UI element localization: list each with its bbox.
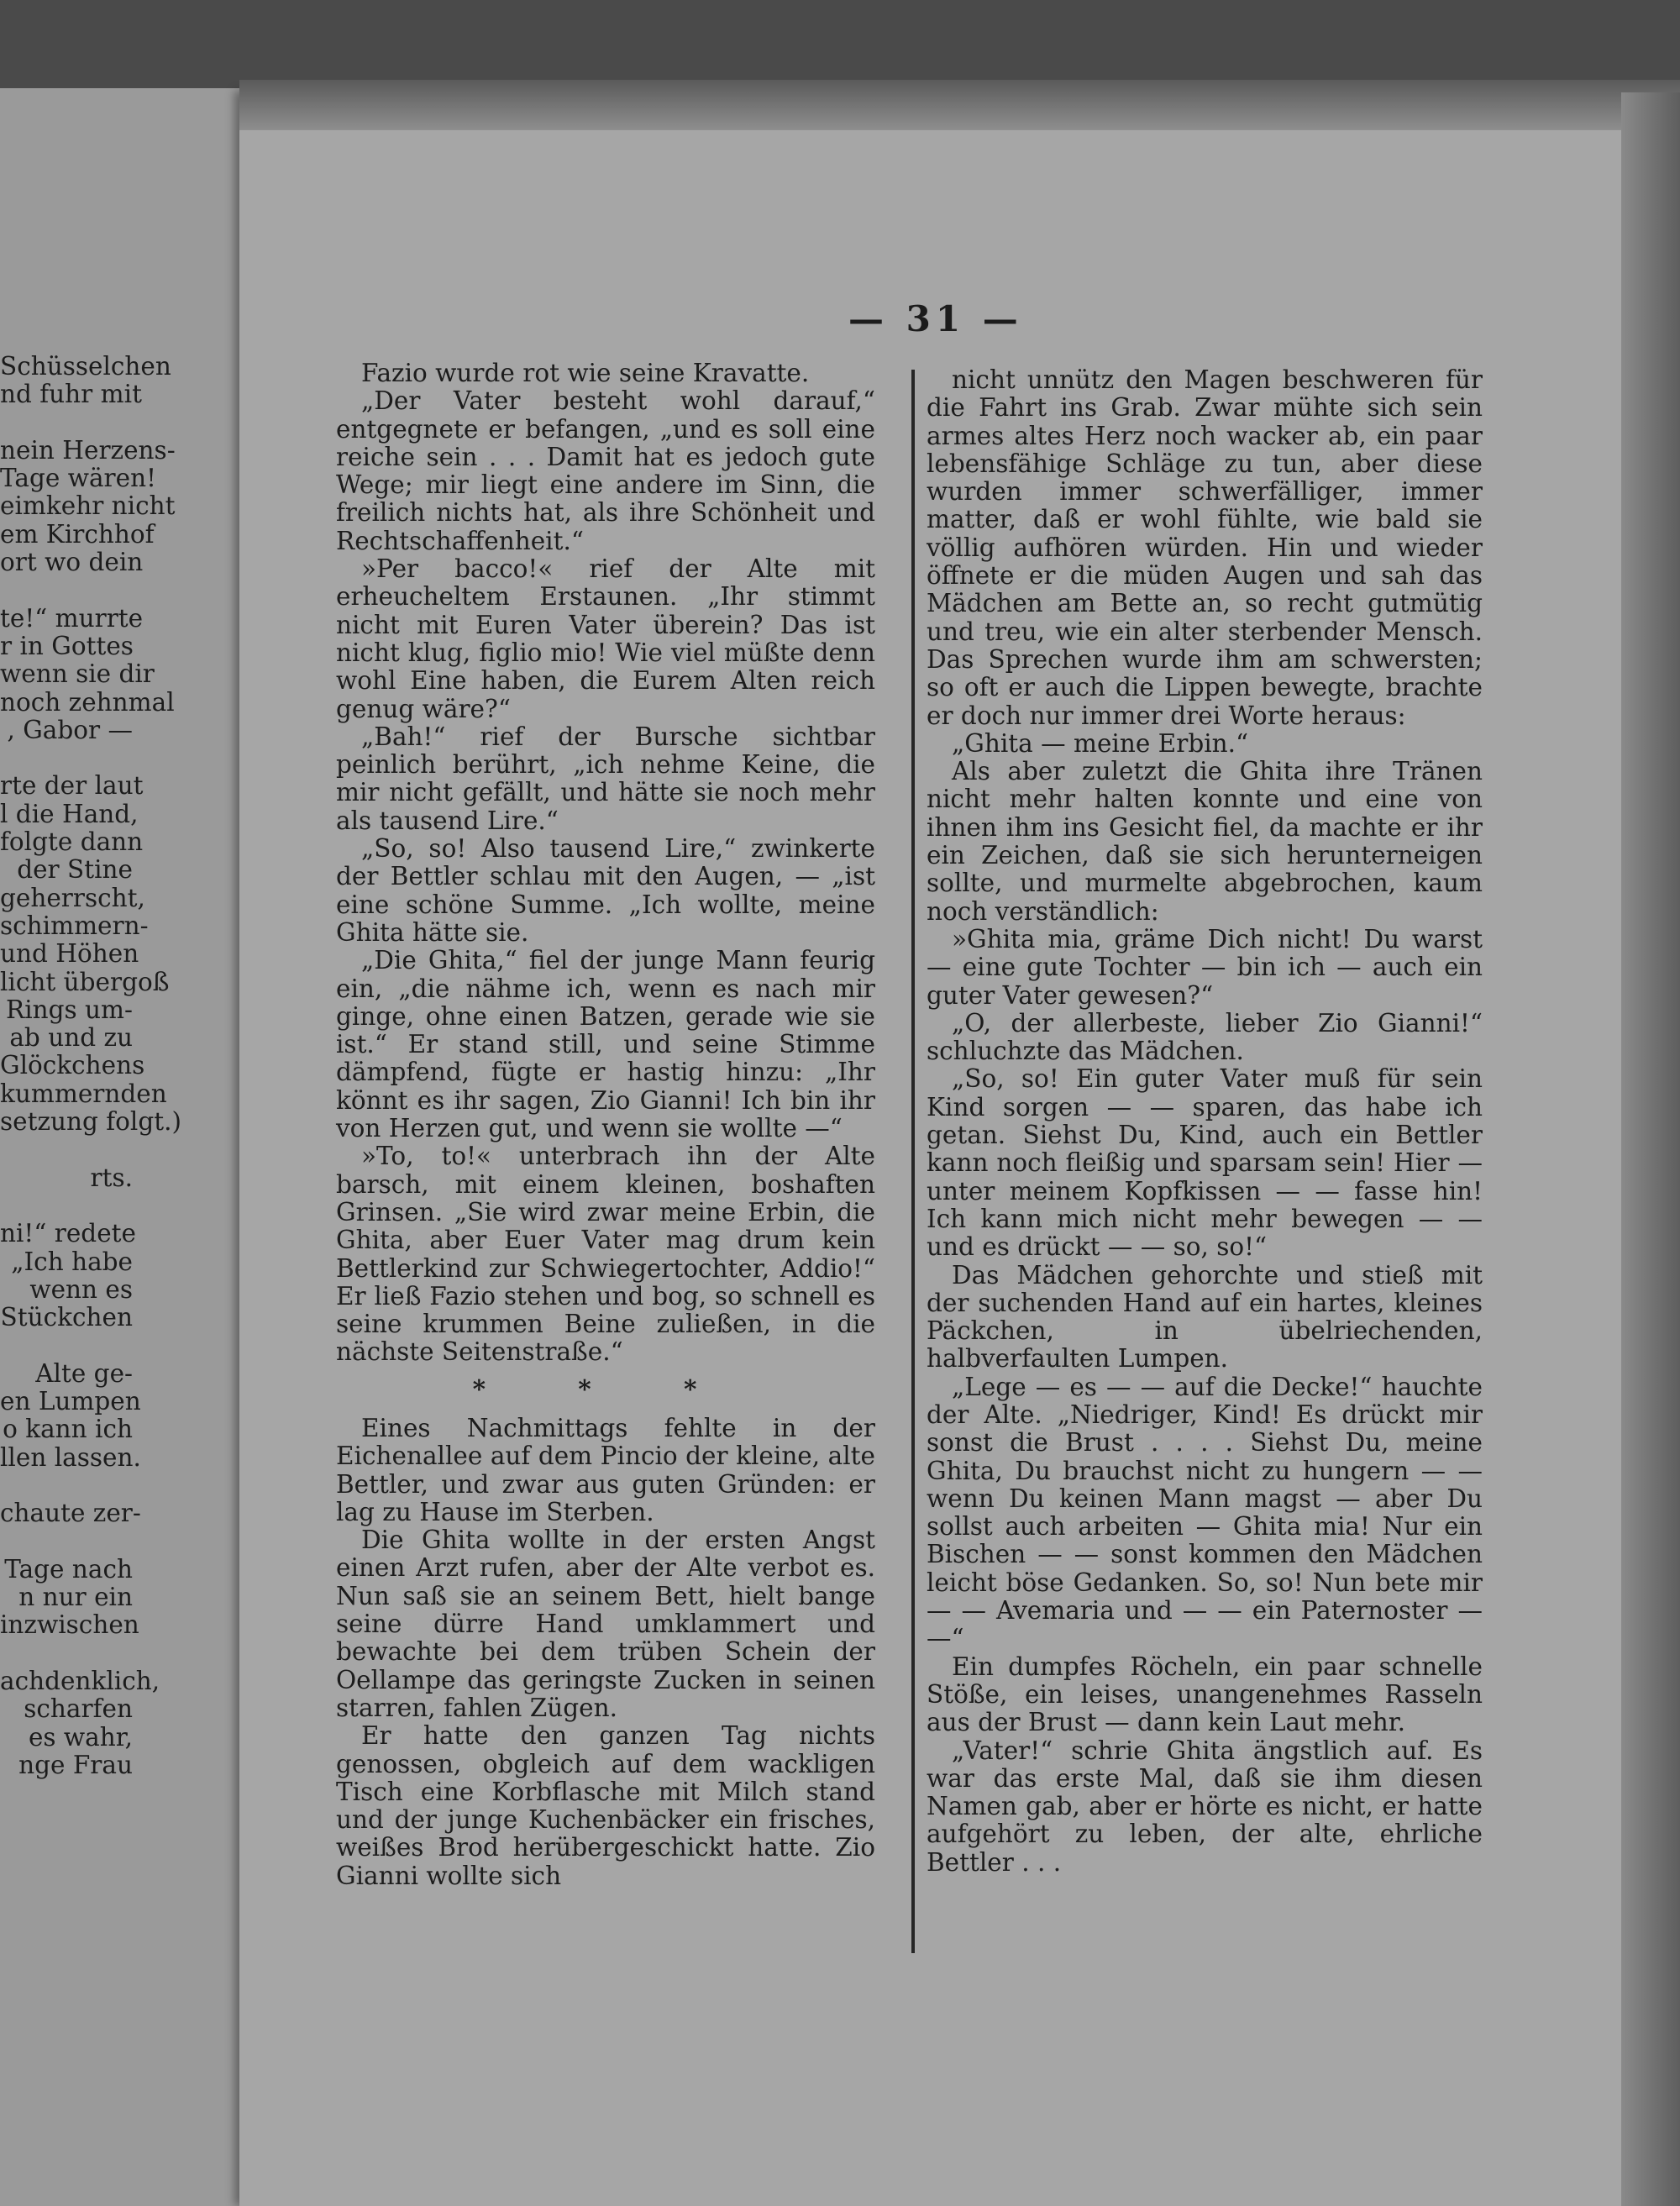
- fragment-line: und Höhen: [0, 939, 139, 969]
- fragment-line: ab und zu: [9, 1023, 133, 1053]
- fragment-line: Glöckchens: [0, 1051, 145, 1080]
- paragraph: Fazio wurde rot wie seine Kravatte.: [361, 359, 810, 387]
- paragraph: Als aber zuletzt die Ghita ihre Tränen nicht mehr halten konnte und eine von ihnen ihm ins Gesicht fiel, da machte er ihr ein Zeichen, daß sie sich herunterneigen sollte, und murmelte abgebrochen, kaum noch verständlich:: [927, 757, 1483, 926]
- fragment-line: l die Hand,: [0, 799, 139, 828]
- fragment-line: licht übergoß: [0, 967, 170, 996]
- paragraph: „O, der allerbeste, lieber Zio Gianni!“ schluchzte das Mädchen.: [927, 1008, 1483, 1066]
- column-rule: [911, 370, 915, 1953]
- paragraph: Die Ghita wollte in der ersten Angst einen Arzt rufen, aber der Alte verbot es. Nun saß sie an seinem Bett, hielt bange seine dürre Hand umklammert und bewachte bei dem trüben Schein der Oellampe das geringste Zucken in seinen starren, fahlen Zügen.: [336, 1526, 875, 1722]
- fragment-line: Rings um-: [6, 995, 133, 1024]
- paragraph: »Per bacco!« rief der Alte mit erheucheltem Erstaunen. „Ihr stimmt nicht mit Euren Vater überein? Das ist nicht klug, figlio mio! Wie viel müßte denn wohl Eine haben, die Eurem Alten reich genug wäre?“: [336, 554, 875, 723]
- fragment-line: kummernden: [0, 1079, 167, 1108]
- fragment-line: setzung folgt.): [0, 1107, 181, 1137]
- fragment-line: Schüsselchen: [0, 352, 171, 381]
- paragraph: Das Mädchen gehorchte und stieß mit der suchenden Hand auf ein hartes, kleines Päckchen, in übelriechenden, halbverfaulten Lumpen.: [927, 1260, 1483, 1373]
- fragment-line: [0, 1136, 133, 1163]
- fragment-line: es wahr,: [28, 1722, 133, 1752]
- paragraph: Eines Nachmittags fehlte in der Eichenallee auf dem Pincio der kleine, alte Bettler, und zwar aus guten Gründen: er lag zu Hause im Sterben.: [336, 1413, 875, 1526]
- fragment-line: der Stine: [17, 855, 133, 885]
- fragment-line: geherrscht,: [0, 883, 145, 912]
- section-separator: * * *: [472, 1373, 739, 1404]
- fragment-line: [0, 1331, 133, 1359]
- fragment-line: wenn sie dir: [0, 659, 155, 689]
- fragment-line: em Kirchhof: [0, 519, 155, 549]
- fragment-line: achdenklich,: [0, 1666, 160, 1695]
- paragraph: nicht unnütz den Magen beschweren für die Fahrt ins Grab. Zwar mühte sich sein armes altes Herz noch wacker ab, ein paar lebensfähige Schläge zu tun, aber diese wurden immer schwerfälliger, immer matter, daß er wohl fühlte, wie bald sie völlig aufhören würden. Hin und wieder öffnete er die müden Augen und sah das Mädchen am Bette an, so recht gutmütig und treu, wie ein alter sterbender Mensch. Das Sprechen wurde ihm am schwersten; so oft er auch die Lippen bewegte, brachte er doch nur immer drei Worte heraus:: [927, 365, 1483, 730]
- fragment-line: [0, 1472, 133, 1500]
- paragraph: „Lege — es — — auf die Decke!“ hauchte der Alte. „Niedriger, Kind! Es drückt mir sonst die Brust . . . . Siehst Du, meine Ghita, Du brauchst nicht zu hungern — — wenn Du keinen Mann magst — aber Du sollst auch arbeiten — Ghita mia! Nur ein Bischen — — sonst kommen den Mädchen leicht böse Gedanken. So, so! Nun bete mir — — Avemaria und — — ein Paternoster — —“: [927, 1372, 1483, 1653]
- fragment-line: rts.: [90, 1163, 133, 1192]
- middle-column: [336, 360, 875, 1890]
- fragment-line: [0, 1192, 133, 1220]
- paragraph: „Die Ghita,“ fiel der junge Mann feurig ein, „die nähme ich, wenn es nach mir ginge, ohne einen Batzen, gerade wie sie ist.“ Er stand still, und seine Stimme dämpfend, fügte er hastig hinzu: „Ihr könnt es ihr sagen, Zio Gianni! Ich bin ihr von Herzen gut, und wenn sie wollte —“: [336, 946, 875, 1143]
- paragraph: Ein dumpfes Röcheln, ein paar schnelle Stöße, ein leises, unangenehmes Rasseln aus der Brust — dann kein Laut mehr.: [927, 1652, 1483, 1737]
- fragment-line: chaute zer-: [0, 1499, 141, 1528]
- right-column: [927, 366, 1483, 1877]
- paragraph: »To, to!« unterbrach ihn der Alte barsch, mit einem kleinen, boshaften Grinsen. „Sie wird zwar meine Erbin, die Ghita, aber Euer Vater mag drum kein Bettlerkind zur Schwiegertochter, Addio!“ Er ließ Fazio stehen und bog, so schnell es seine krummen Beine zuließen, in die nächste Seitenstraße.“: [336, 1142, 875, 1367]
- fragment-line: Stückchen: [0, 1303, 133, 1332]
- paragraph: „Ghita — meine Erbin.“: [952, 728, 1249, 758]
- fragment-line: , Gabor —: [7, 715, 133, 744]
- fragment-line: rte der laut: [0, 771, 144, 801]
- paragraph: „So, so! Ein guter Vater muß für sein Kind sorgen — — sparen, das habe ich getan. Siehst Du, Kind, auch ein Bettler kann noch fleißig und sparsam sein! Hier — unter meinem Kopfkissen — — fasse hin! Ich kann mich nicht mehr bewegen — — und es drückt — — so, so!“: [927, 1064, 1483, 1262]
- left-page-text-fragment: [0, 352, 181, 1779]
- paragraph: Er hatte den ganzen Tag nichts genossen, obgleich auf dem wackligen Tisch eine Korbflasche mit Milch stand und der junge Kuchenbäcker ein frisches, weißes Brod herübergeschickt hatte. Zio Gianni wollte sich: [336, 1721, 875, 1890]
- fragment-line: [0, 1640, 133, 1668]
- fragment-line: ni!“ redete: [0, 1219, 136, 1248]
- fragment-line: wenn es: [29, 1274, 133, 1304]
- fragment-line: „Ich habe: [11, 1247, 133, 1276]
- fragment-line: scharfen: [24, 1694, 133, 1724]
- fragment-line: nge Frau: [18, 1750, 133, 1779]
- paragraph: „Vater!“ schrie Ghita ängstlich auf. Es war das erste Mal, daß sie ihm diesen Namen gab, aber er hörte es nicht, er hatte aufgehört zu leben, der alte, ehrliche Bettler . . .: [927, 1736, 1483, 1877]
- fragment-line: eimkehr nicht: [0, 491, 176, 521]
- fragment-line: nein Herzens-: [0, 435, 176, 465]
- fragment-line: [0, 409, 133, 437]
- fragment-line: r in Gottes: [0, 631, 134, 660]
- fragment-line: llen lassen.: [0, 1442, 141, 1472]
- fragment-line: [0, 1527, 133, 1555]
- fragment-line: [0, 576, 133, 604]
- fragment-line: n nur ein: [18, 1583, 133, 1612]
- paragraph: „Der Vater besteht wohl darauf,“ entgegnete er befangen, „und es soll eine reiche sein . . . Damit hat es jedoch gute Wege; mir liegt eine andere im Sinn, die freilich nichts hat, als ihre Schönheit und Rechtschaffenheit.“: [336, 386, 875, 555]
- fragment-line: schimmern-: [0, 911, 149, 940]
- page-top-edge: [239, 80, 1680, 130]
- paragraph: „Bah!“ rief der Bursche sichtbar peinlich berührt, „ich nehme Keine, die mir nicht gefällt, und hätte sie noch mehr als tausend Lire.“: [336, 722, 875, 835]
- page-right-edge: [1621, 92, 1680, 2206]
- fragment-line: Tage nach: [4, 1554, 133, 1584]
- fragment-line: Alte ge-: [35, 1358, 133, 1388]
- page-number: — 31 —: [848, 298, 1023, 339]
- paragraph: »Ghita mia, gräme Dich nicht! Du warst — eine gute Tochter — bin ich — auch ein guter Vater gewesen?“: [927, 924, 1483, 1010]
- fragment-line: ort wo dein: [0, 548, 144, 577]
- fragment-line: o kann ich: [3, 1415, 133, 1444]
- fragment-line: nd fuhr mit: [0, 380, 142, 409]
- fragment-line: inzwischen: [0, 1610, 139, 1640]
- fragment-line: folgte dann: [0, 827, 144, 857]
- fragment-line: te!“ murrte: [0, 603, 144, 633]
- fragment-line: [0, 744, 133, 772]
- fragment-line: en Lumpen: [0, 1386, 141, 1416]
- paragraph: „So, so! Also tausend Lire,“ zwinkerte der Bettler schlau mit den Augen, — „ist eine schöne Summe. „Ich wollte, meine Ghita hätte sie.: [336, 834, 875, 947]
- fragment-line: noch zehnmal: [0, 687, 175, 717]
- fragment-line: Tage wären!: [0, 464, 156, 493]
